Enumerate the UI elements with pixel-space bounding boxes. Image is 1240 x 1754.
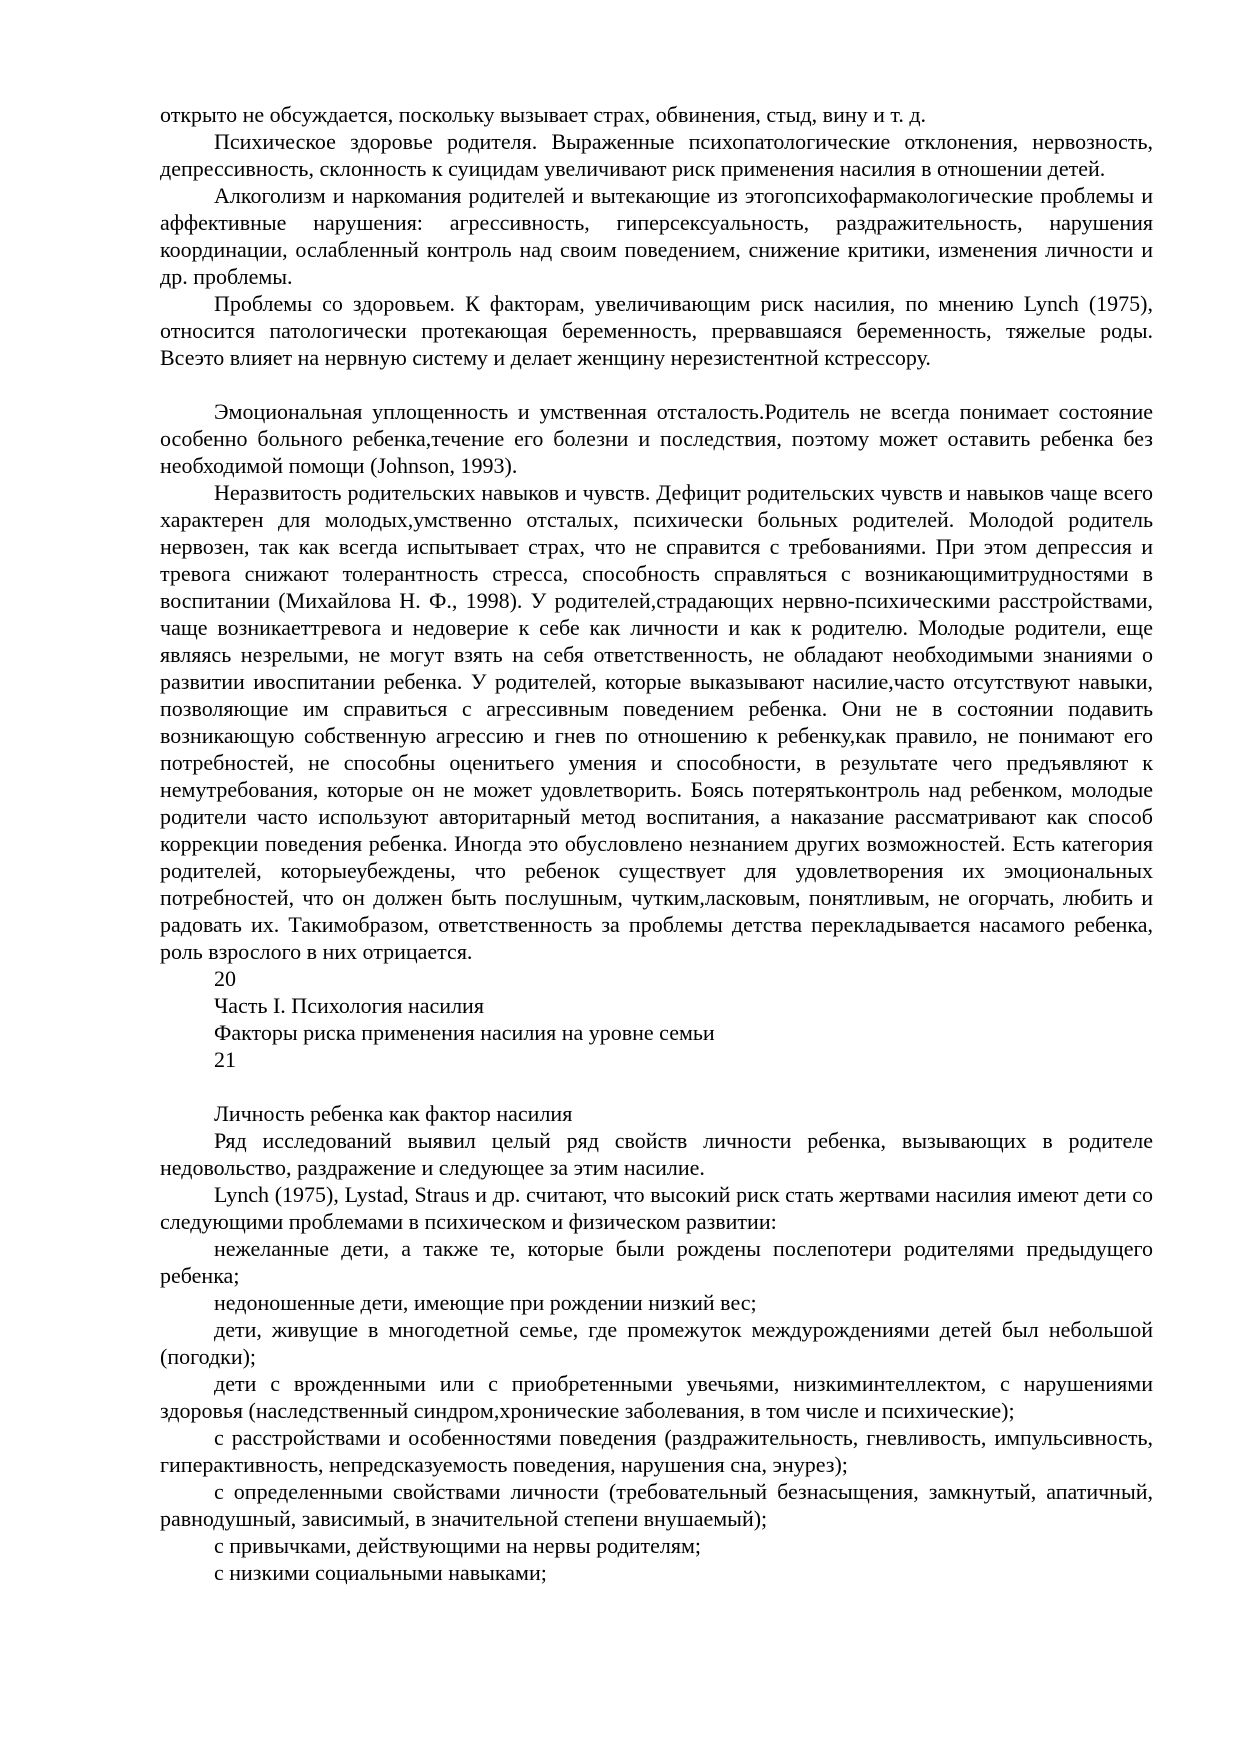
running-header-part-title: Часть I. Психология насилия — [214, 993, 484, 1018]
paragraph-continuation: открыто не обсуждается, поскольку вызывает страх, обвинения, стыд, вину и т. д. — [160, 102, 927, 127]
list-item-personality-traits: с определенными свойствами личности (требовательный безнасыщения, замкнутый, апатичный, равнодушный, зависимый, в значительной степени внушаемый); — [160, 1479, 1153, 1531]
paragraph-health-problems: Проблемы со здоровьем. К факторам, увеличивающим риск насилия, по мнению Lynch (1975), относится патологически протекающая беременность, прервавшаяся беременность, тяжелые роды. Всеэто влияет на нервную систему и делает женщину нерезистентной кстрессору. — [160, 291, 1153, 370]
list-item-congenital-disabilities: дети с врожденными или с приобретенными увечьями, низкиминтеллектом, с нарушениями здоровья (наследственный синдром,хронические заболевания, в том числе и психические); — [160, 1371, 1153, 1423]
list-item-annoying-habits: с привычками, действующими на нервы родителям; — [214, 1533, 702, 1558]
list-item-premature-children: недоношенные дети, имеющие при рождении низкий вес; — [214, 1290, 757, 1315]
list-item-low-social-skills: с низкими социальными навыками; — [214, 1560, 547, 1585]
paragraph-research-findings: Ряд исследований выявил целый ряд свойств личности ребенка, вызывающих в родителе недовольство, раздражение и следующее за этим насилие. — [160, 1128, 1153, 1180]
paragraph-alcoholism-drugs: Алкоголизм и наркомания родителей и вытекающие из этогопсихофармакологические проблемы и аффективные нарушения: агрессивность, гиперсексуальность, раздражительность, нарушения координации, ослабленный контроль над своим поведением, снижение критики, изменения личности и др. проблемы. — [160, 183, 1153, 289]
paragraph-parent-mental-health: Психическое здоровье родителя. Выраженные психопатологические отклонения, нервозность, депрессивность, склонность к суицидам увеличивают риск применения насилия в отношении детей. — [160, 129, 1153, 181]
blank-line — [160, 371, 1153, 398]
section-heading-child-personality: Личность ребенка как фактор насилия — [214, 1101, 573, 1126]
paragraph-emotional-flatness: Эмоциональная уплощенность и умственная отсталость.Родитель не всегда понимает состояние особенно больного ребенка,течение его болезни и последствия, поэтому может оставить ребенка без необходимой помощи (Johnson, 1993). — [160, 399, 1153, 478]
paragraph-parenting-skills: Неразвитость родительских навыков и чувств. Дефицит родительских чувств и навыков чаще всего характерен для молодых,умственно отсталых, психически больных родителей. Молодой родитель нервозен, так как всегда испытывает страх, что не справится с требованиями. При этом депрессия и тревога снижают толерантность стресса, способность справляться с возникающимитрудностями в воспитании (Михайлова Н. Ф., 1998). У родителей,страдающих нервно-психическими расстройствами, чаще возникаеттревога и недоверие к себе как личности и как к родителю. Молодые родители, еще являясь незрелыми, не могут взять на себя ответственность, не обладают необходимыми знаниями о развитии ивоспитании ребенка. У родителей, которые выказывают насилие,часто отсутствуют навыки, позволяющие им справиться с агрессивным поведением ребенка. Они не в состоянии подавить возникающую собственную агрессию и гнев по отношению к ребенку,как правило, не понимают его потребностей, не способны оценитьего умения и способности, в результате чего предъявляют к немутребования, которые он не может удовлетворить. Боясь потерятьконтроль над ребенком, молодые родители часто используют авторитарный метод воспитания, а наказание рассматривают как способ коррекции поведения ребенка. Иногда это обусловлено незнанием других возможностей. Есть категория родителей, которыеубеждены, что ребенок существует для удовлетворения их эмоциональных потребностей, что он должен быть послушным, чутким,ласковым, понятливым, не огорчать, любить и радовать их. Такимобразом, ответственность за проблемы детства перекладывается насамого ребенка, роль взрослого в них отрицается. — [160, 480, 1153, 964]
list-item-large-family: дети, живущие в многодетной семье, где промежуток междурождениями детей был небольшой (погодки); — [160, 1317, 1153, 1369]
paragraph-risk-list-intro: Lynch (1975), Lystad, Straus и др. считают, что высокий риск стать жертвами насилия имеют дети со следующими проблемами в психическом и физическом развитии: — [160, 1182, 1153, 1234]
list-item-behavior-disorders: с расстройствами и особенностями поведения (раздражительность, гневливость, импульсивность, гиперактивность, непредсказуемость поведения, нарушения сна, энурез); — [160, 1425, 1153, 1477]
document-page — [160, 101, 1153, 1586]
page-number-21: 21 — [214, 1047, 236, 1072]
running-header-chapter-title: Факторы риска применения насилия на уровне семьи — [214, 1020, 715, 1045]
page-number-20: 20 — [214, 966, 236, 991]
list-item-unwanted-children: нежеланные дети, а также те, которые были рождены послепотери родителями предыдущего ребенка; — [160, 1236, 1153, 1288]
blank-line — [160, 1073, 1153, 1100]
